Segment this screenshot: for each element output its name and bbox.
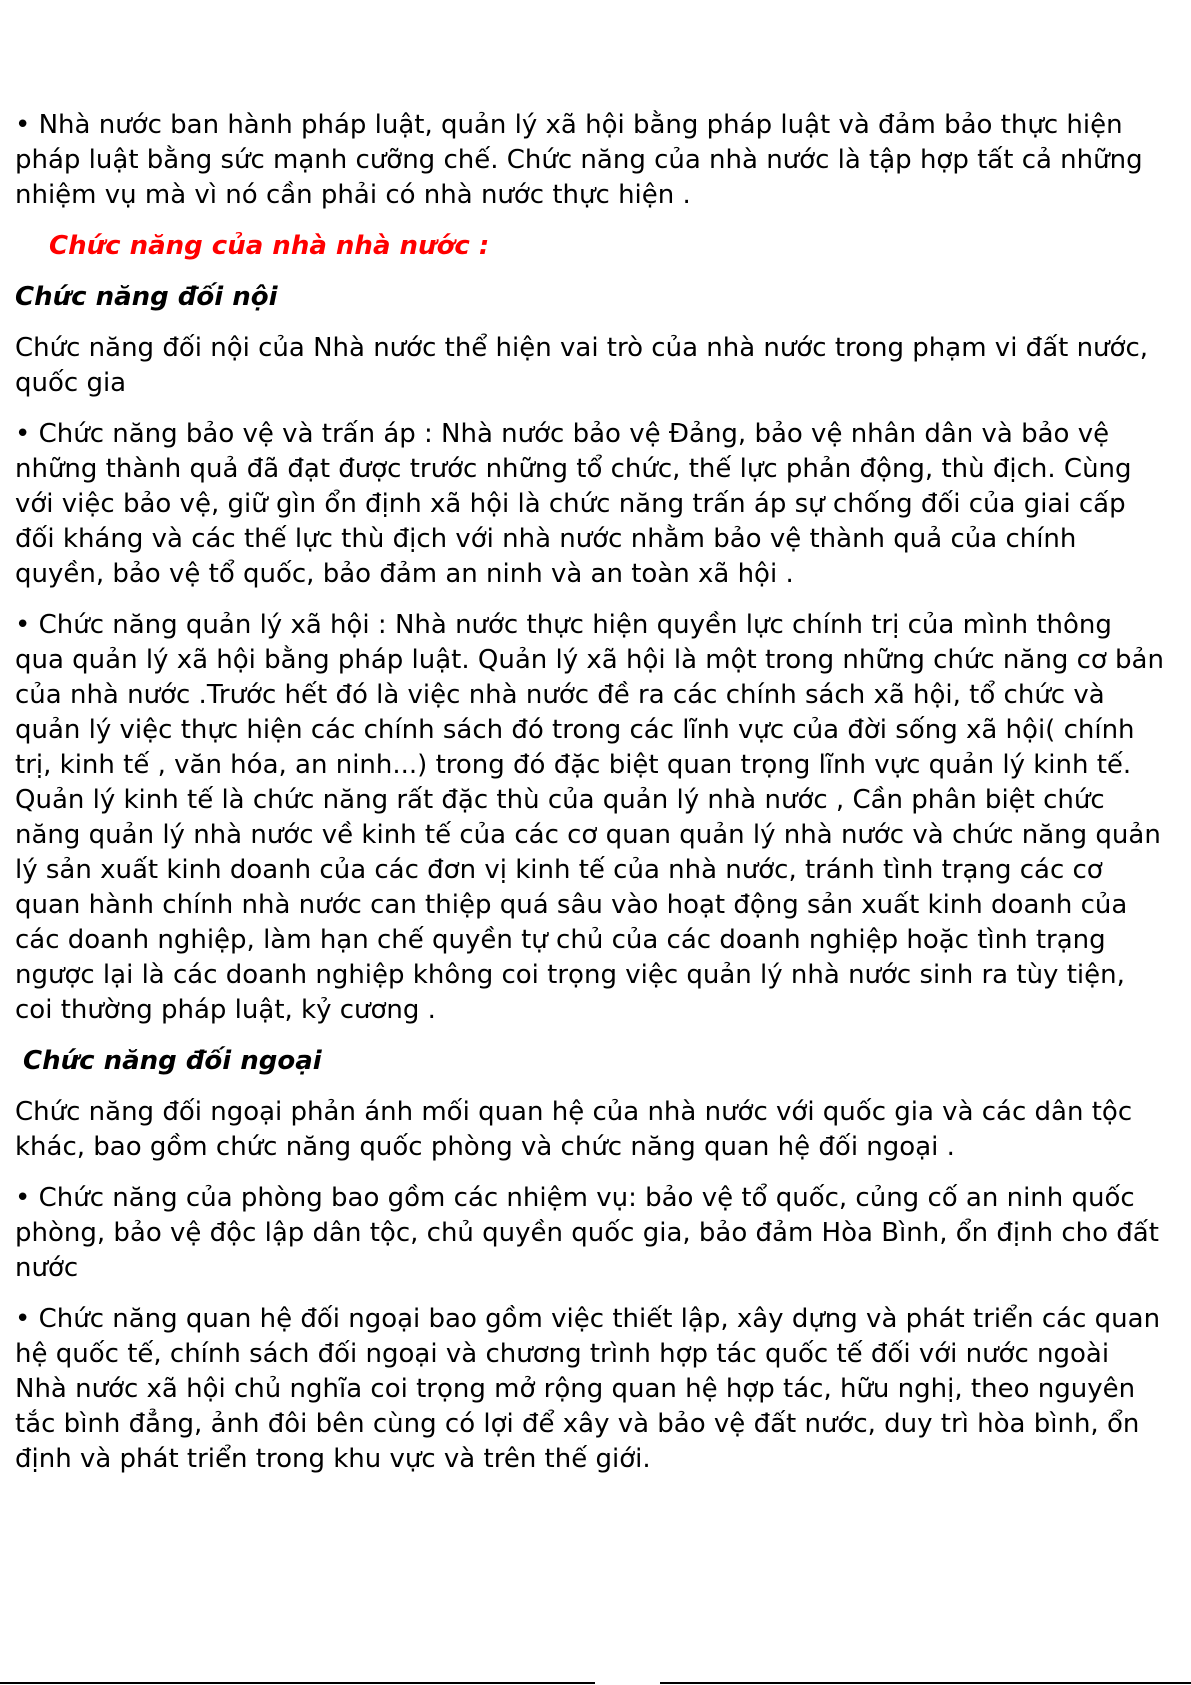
internal-function-heading: Chức năng đối nội — [15, 282, 278, 312]
page-bottom-rule-right — [660, 1682, 1191, 1684]
defense-paragraph: • Chức năng của phòng bao gồm các nhiệm vụ: bảo vệ tổ quốc, củng cố an ninh quốc phòng, bảo vệ độc lập dân tộc, chủ quyền quốc gia, bảo đảm Hòa Bình, ổn định cho đất nước — [15, 1183, 1159, 1283]
document-page — [15, 108, 1165, 1493]
external-function-summary: Chức năng đối ngoại phản ánh mối quan hệ của nhà nước với quốc gia và các dân tộc khác, bao gồm chức năng quốc phòng và chức năng quan hệ đối ngoại . — [15, 1097, 1133, 1162]
section-title: Chức năng của nhà nhà nước : — [49, 231, 490, 261]
internal-function-summary: Chức năng đối nội của Nhà nước thể hiện vai trò của nhà nước trong phạm vi đất nước, quốc gia — [15, 333, 1149, 398]
external-function-heading: Chức năng đối ngoại — [23, 1046, 322, 1076]
protection-paragraph: • Chức năng bảo vệ và trấn áp : Nhà nước bảo vệ Đảng, bảo vệ nhân dân và bảo vệ những thành quả đã đạt được trước những tổ chức, thế lực phản động, thù địch. Cùng với việc bảo vệ, giữ gìn ổn định xã hội là chức năng trấn áp sự chống đối của giai cấp đối kháng và các thế lực thù địch với nhà nước nhằm bảo vệ thành quả của chính quyền, bảo vệ tổ quốc, bảo đảm an ninh và an toàn xã hội . — [15, 419, 1132, 589]
page-bottom-rule — [0, 1682, 595, 1684]
relations-paragraph: • Chức năng quan hệ đối ngoại bao gồm việc thiết lập, xây dựng và phát triển các quan hệ quốc tế, chính sách đối ngoại và chương trình hợp tác quốc tế đối với nước ngoài Nhà nước xã hội chủ nghĩa coi trọng mở rộng quan hệ hợp tác, hữu nghị, theo nguyên tắc bình đẳng, ảnh đôi bên cùng có lợi để xây và bảo vệ đất nước, duy trì hòa bình, ổn định và phát triển trong khu vực và trên thế giới. — [15, 1304, 1161, 1474]
intro-paragraph: • Nhà nước ban hành pháp luật, quản lý xã hội bằng pháp luật và đảm bảo thực hiện pháp luật bằng sức mạnh cưỡng chế. Chức năng của nhà nước là tập hợp tất cả những nhiệm vụ mà vì nó cần phải có nhà nước thực hiện . — [15, 110, 1143, 210]
management-paragraph: • Chức năng quản lý xã hội : Nhà nước thực hiện quyền lực chính trị của mình thông qua quản lý xã hội bằng pháp luật. Quản lý xã hội là một trong những chức năng cơ bản của nhà nước .Trước hết đó là việc nhà nước đề ra các chính sách xã hội, tổ chức và quản lý việc thực hiện các chính sách đó trong các lĩnh vực của đời sống xã hội( chính trị, kinh tế , văn hóa, an ninh...) trong đó đặc biệt quan trọng lĩnh vực quản lý kinh tế. Quản lý kinh tế là chức năng rất đặc thù của quản lý nhà nước , Cần phân biệt chức năng quản lý nhà nước về kinh tế của các cơ quan quản lý nhà nước và chức năng quản lý sản xuất kinh doanh của các đơn vị kinh tế của nhà nước, tránh tình trạng các cơ quan hành chính nhà nước can thiệp quá sâu vào hoạt động sản xuất kinh doanh của các doanh nghiệp, làm hạn chế quyền tự chủ của các doanh nghiệp hoặc tình trạng ngược lại là các doanh nghiệp không coi trọng việc quản lý nhà nước sinh ra tùy tiện, coi thường pháp luật, kỷ cương . — [15, 610, 1164, 1025]
